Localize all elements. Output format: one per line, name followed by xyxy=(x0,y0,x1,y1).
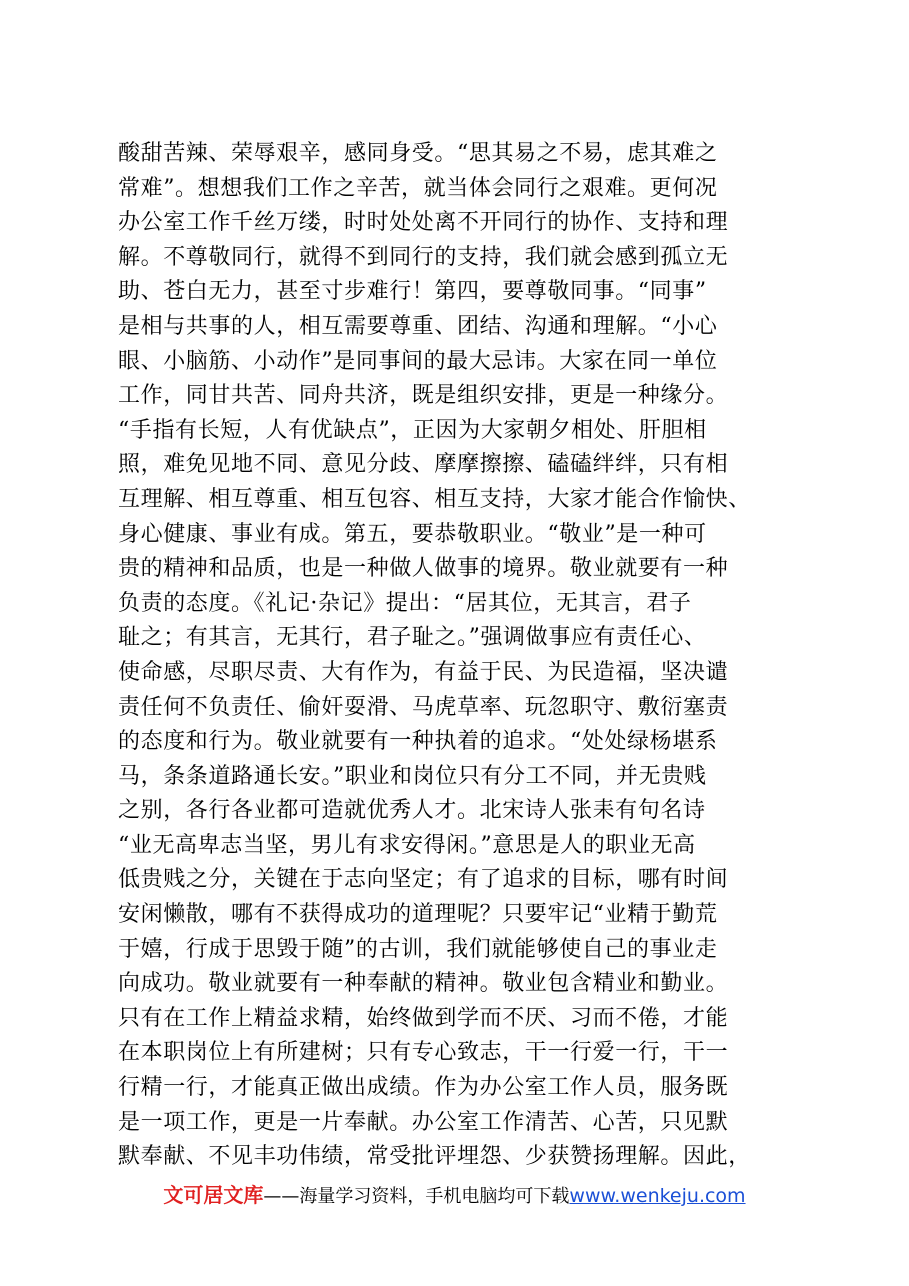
footer-brand: 文可居文库 xyxy=(163,1183,264,1207)
text-line: 是一项工作，更是一片奉献。办公室工作清苦、心苦，只见默 xyxy=(118,1109,729,1135)
text-line: 安闲懒散，哪有不获得成功的道理呢？只要牢记“业精于勤荒 xyxy=(118,902,718,928)
text-line: 之别，各行各业都可造就优秀人才。北宋诗人张耒有句名诗 xyxy=(118,798,706,824)
text-line: 低贵贱之分，关键在于志向坚定；有了追求的目标，哪有时间 xyxy=(118,867,729,893)
text-line: 眼、小脑筋、小动作”是同事间的最大忌讳。大家在同一单位 xyxy=(118,348,718,374)
document-body xyxy=(118,137,818,1175)
text-line: 的态度和行为。敬业就要有一种执着的追求。“处处绿杨堪系 xyxy=(118,729,718,755)
text-line: 助、苍白无力，甚至寸步难行！第四，要尊敬同事。“同事” xyxy=(118,279,707,305)
footer-tagline: ——海量学习资料，手机电脑均可下载 xyxy=(263,1186,570,1207)
text-line: 责任何不负责任、偷奸耍滑、马虎草率、玩忽职守、敷衍塞责 xyxy=(118,694,729,720)
text-line: 身心健康、事业有成。第五，要恭敬职业。“敬业”是一种可 xyxy=(118,521,707,547)
page-footer xyxy=(0,1180,909,1212)
text-line: 向成功。敬业就要有一种奉献的精神。敬业包含精业和勤业。 xyxy=(118,971,729,997)
text-line: “手指有长短，人有优缺点”，正因为大家朝夕相处、肝胆相 xyxy=(118,417,707,443)
text-line: 工作，同甘共苦、同舟共济，既是组织安排，更是一种缘分。 xyxy=(118,383,729,409)
text-line: 只有在工作上精益求精，始终做到学而不厌、习而不倦，才能 xyxy=(118,1005,729,1031)
text-line: 办公室工作千丝万缕，时时处处离不开同行的协作、支持和理 xyxy=(118,210,729,236)
text-line: 互理解、相互尊重、相互包容、相互支持，大家才能合作愉快、 xyxy=(118,486,751,512)
footer-site-link[interactable]: www.wenkeju.com xyxy=(569,1185,746,1207)
text-line: 行精一行，才能真正做出成绩。作为办公室工作人员，服务既 xyxy=(118,1075,729,1101)
text-line: 在本职岗位上有所建树；只有专心致志，干一行爱一行，干一 xyxy=(118,1040,729,1066)
text-line: 使命感，尽职尽责、大有作为，有益于民、为民造福，坚决谴 xyxy=(118,659,729,685)
text-line: 耻之；有其言，无其行，君子耻之。”强调做事应有责任心、 xyxy=(118,625,707,651)
text-line: 常难”。想想我们工作之辛苦，就当体会同行之艰难。更何况 xyxy=(118,175,718,201)
text-line: 默奉献、不见丰功伟绩，常受批评埋怨、少获赞扬理解。因此， xyxy=(118,1144,751,1170)
text-line: 是相与共事的人，相互需要尊重、团结、沟通和理解。“小心 xyxy=(118,313,718,339)
text-line: 马，条条道路通长安。”职业和岗位只有分工不同，并无贵贱 xyxy=(118,763,707,789)
text-line: 负责的态度。《礼记·杂记》提出：“居其位，无其言，君子 xyxy=(118,590,692,616)
text-line: 解。不尊敬同行，就得不到同行的支持，我们就会感到孤立无 xyxy=(118,244,729,270)
text-line: 酸甜苦辣、荣辱艰辛，感同身受。“思其易之不易，虑其难之 xyxy=(118,141,718,166)
text-line: 于嬉，行成于思毁于随”的古训，我们就能够使自己的事业走 xyxy=(118,936,718,962)
text-line: “业无高卑志当坚，男儿有求安得闲。”意思是人的职业无高 xyxy=(118,832,696,858)
text-line: 贵的精神和品质，也是一种做人做事的境界。敬业就要有一种 xyxy=(118,556,729,582)
text-line: 照，难免见地不同、意见分歧、摩摩擦擦、磕磕绊绊，只有相 xyxy=(118,452,729,478)
